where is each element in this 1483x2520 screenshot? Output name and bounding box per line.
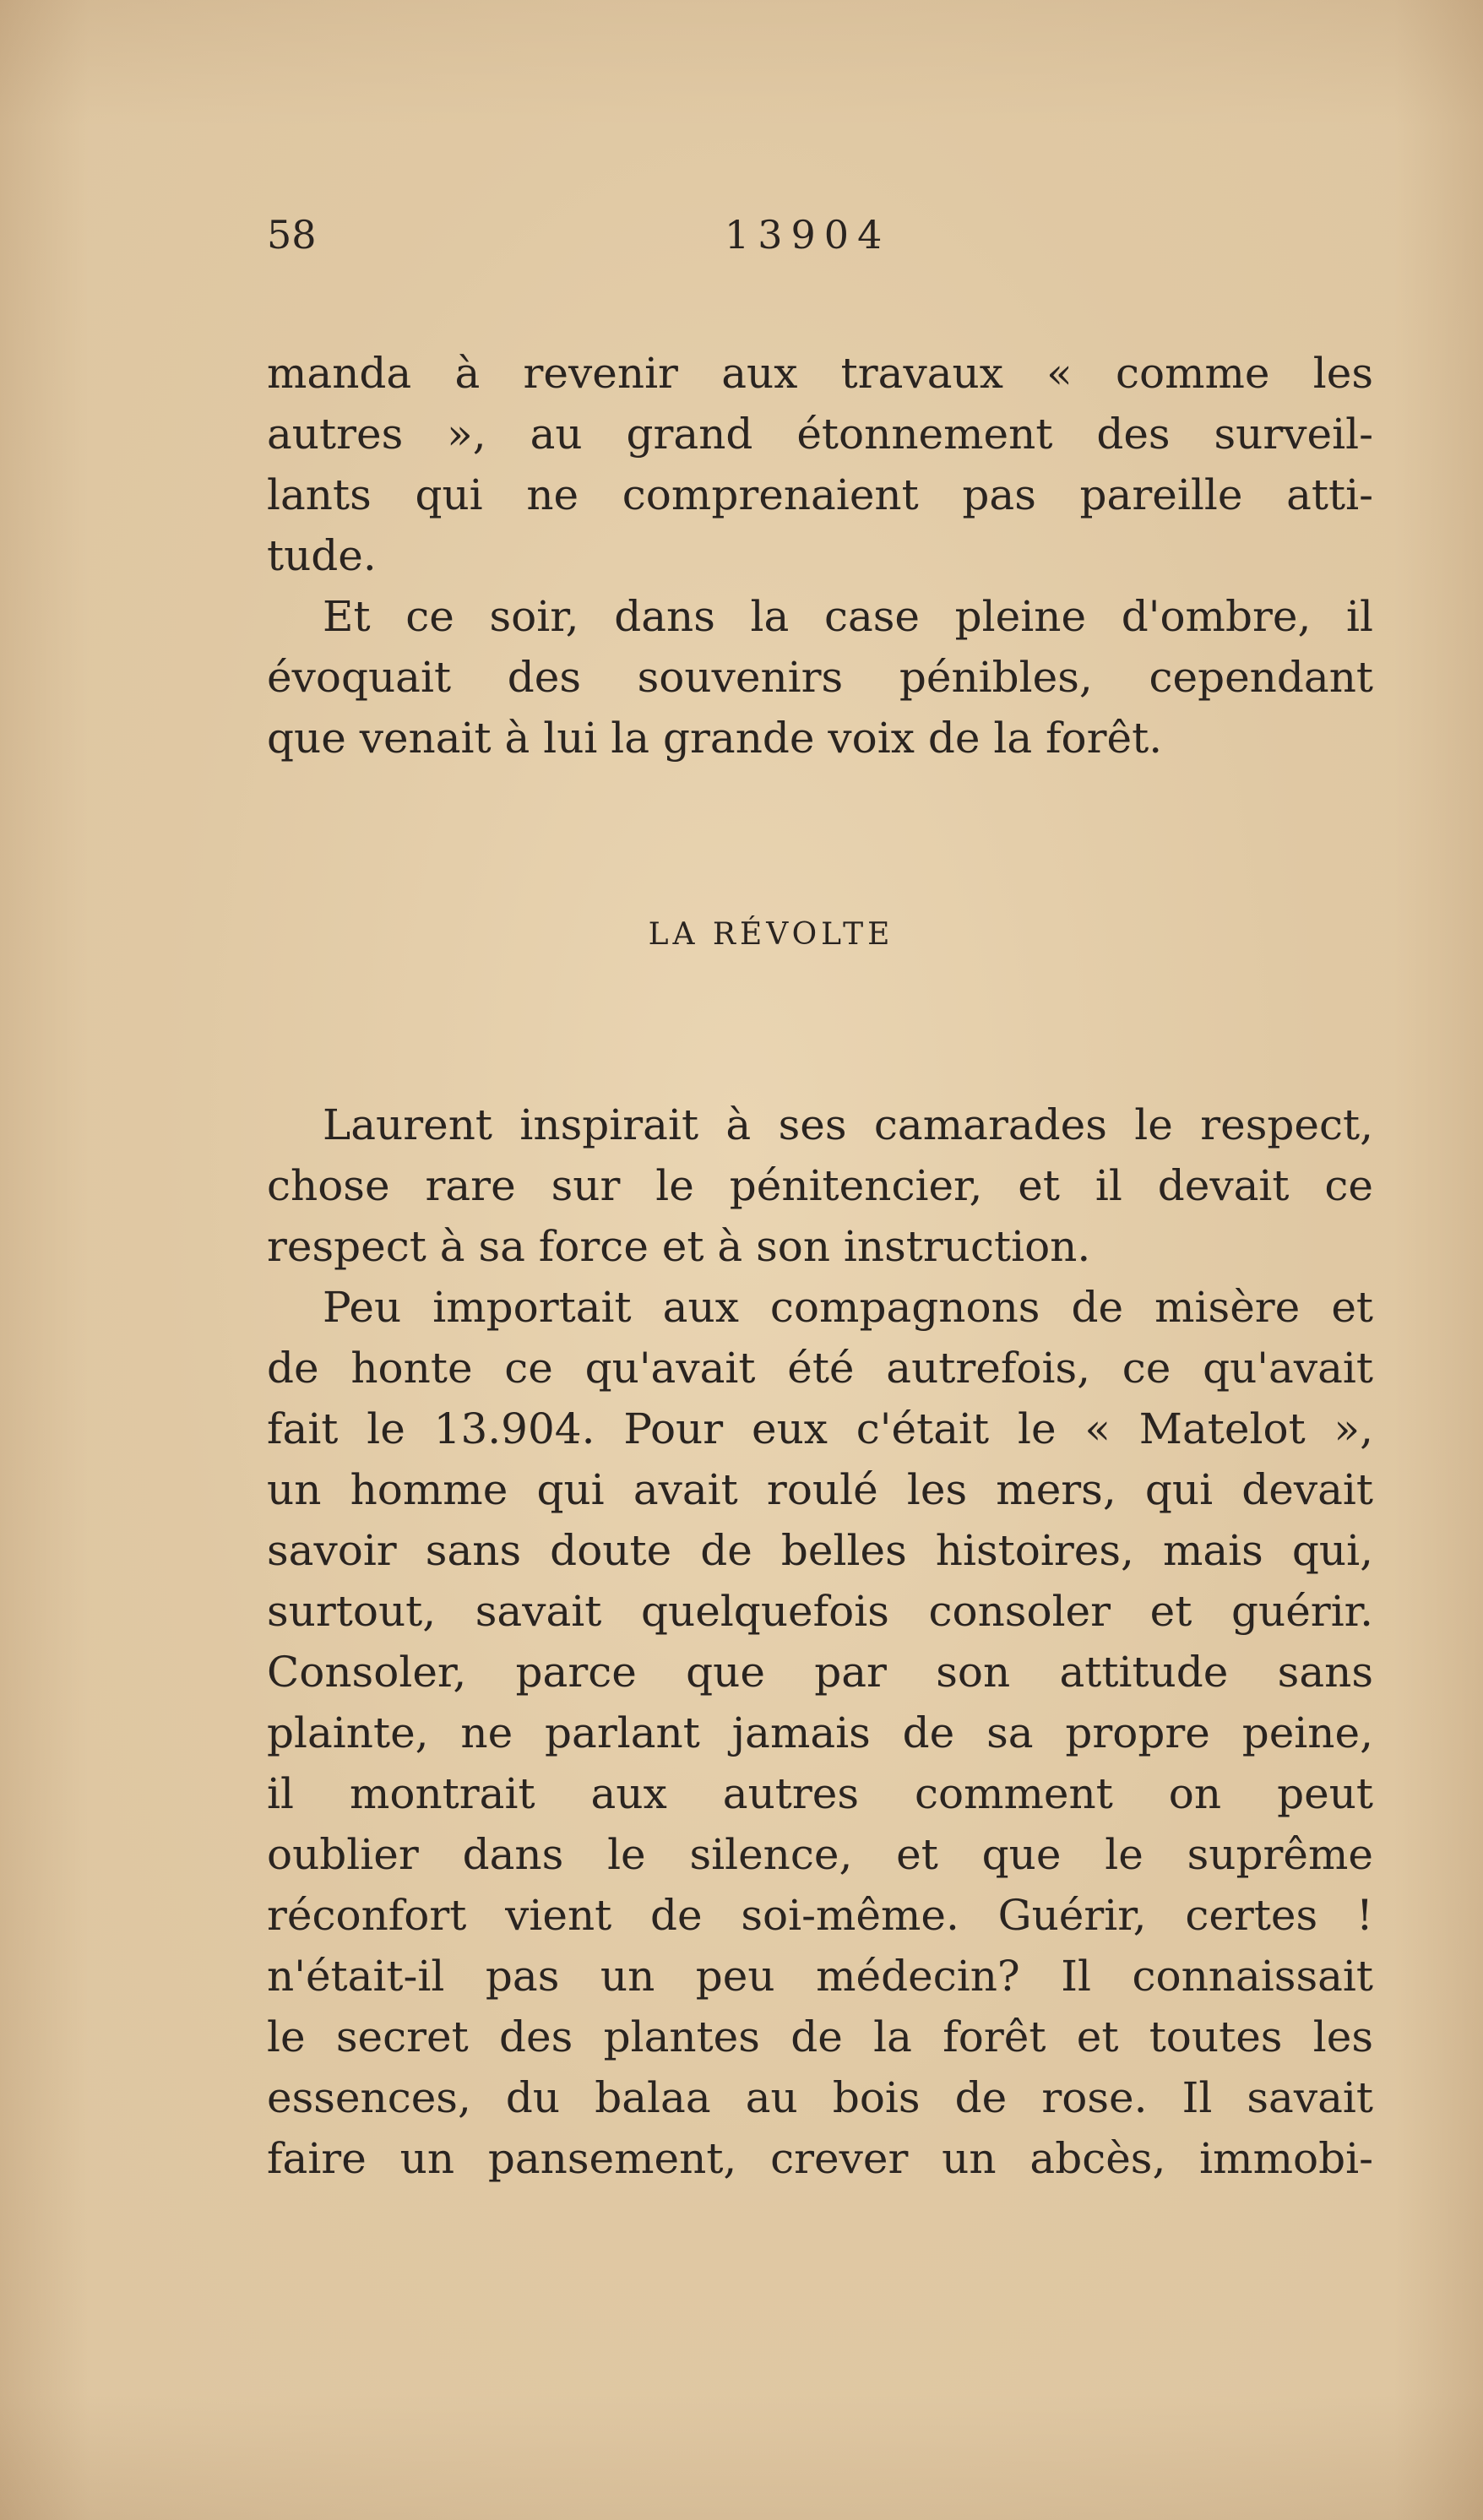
- text-line: plainte, ne parlant jamais de sa propre peine,: [267, 1708, 1373, 1757]
- text-line: chose rare sur le pénitencier, et il devait ce: [267, 1161, 1373, 1210]
- paragraph-continuation: [267, 343, 1373, 768]
- text-line: Laurent inspirait à ses camarades le respect,: [323, 1100, 1373, 1149]
- text-line: oublier dans le silence, et que le suprême: [267, 1830, 1373, 1879]
- text-line: autres », au grand étonnement des surveil-: [267, 410, 1373, 459]
- text-line: fait le 13.904. Pour eux c'était le « Matelot »,: [267, 1404, 1373, 1453]
- text-line: réconfort vient de soi-même. Guérir, certes !: [267, 1891, 1373, 1940]
- running-title: 13904: [725, 212, 891, 258]
- text-line: manda à revenir aux travaux « comme les: [267, 349, 1373, 398]
- section-heading: LA RÉVOLTE: [648, 917, 894, 952]
- text-line: Peu importait aux compagnons de misère et: [323, 1283, 1373, 1332]
- text-line: n'était-il pas un peu médecin? Il connaissait: [267, 1952, 1373, 2001]
- text-line: Et ce soir, dans la case pleine d'ombre, il: [323, 592, 1373, 641]
- text-line: tude.: [267, 531, 377, 580]
- text-line: le secret des plantes de la forêt et toutes les: [267, 2012, 1373, 2061]
- text-line: il montrait aux autres comment on peut: [267, 1769, 1373, 1818]
- text-line: savoir sans doute de belles histoires, mais qui,: [267, 1526, 1373, 1575]
- text-line: lants qui ne comprenaient pas pareille atti-: [267, 470, 1373, 519]
- text-line: surtout, savait quelquefois consoler et guérir.: [267, 1587, 1373, 1636]
- text-line: que venait à lui la grande voix de la forêt.: [267, 714, 1163, 763]
- text-line: de honte ce qu'avait été autrefois, ce qu'avait: [267, 1344, 1373, 1393]
- page-number: 58: [267, 212, 317, 258]
- text-line: évoquait des souvenirs pénibles, cependant: [267, 653, 1373, 702]
- text-line: un homme qui avait roulé les mers, qui devait: [267, 1465, 1373, 1514]
- text-line: respect à sa force et à son instruction.: [267, 1222, 1091, 1271]
- section-body: [267, 1094, 1373, 2189]
- text-line: faire un pansement, crever un abcès, immobi-: [267, 2134, 1373, 2183]
- text-line: essences, du balaa au bois de rose. Il savait: [267, 2073, 1373, 2122]
- text-line: Consoler, parce que par son attitude sans: [267, 1648, 1373, 1697]
